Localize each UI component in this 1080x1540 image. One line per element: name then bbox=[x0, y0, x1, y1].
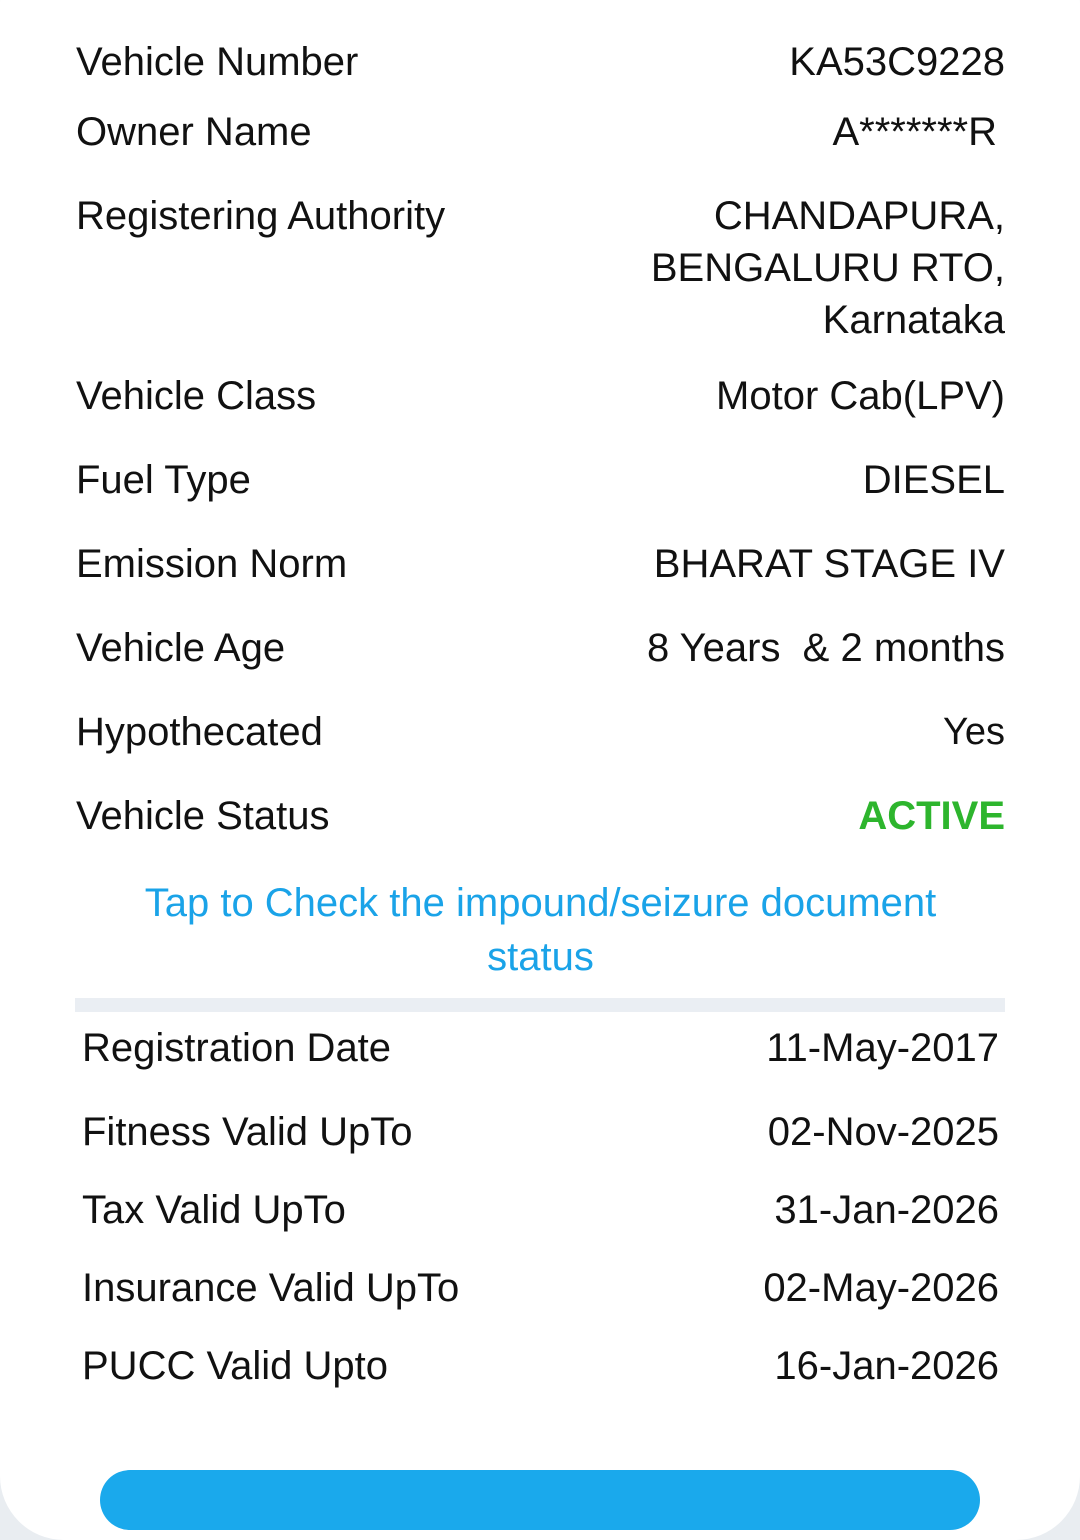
hypothecated-label: Hypothecated bbox=[76, 710, 323, 754]
impound-status-link[interactable] bbox=[76, 876, 1005, 984]
fuel-type-value: DIESEL bbox=[862, 458, 1005, 502]
vehicle-number-label: Vehicle Number bbox=[76, 40, 359, 84]
vehicle-class-value: Motor Cab(LPV) bbox=[716, 374, 1005, 418]
vehicle-status-label: Vehicle Status bbox=[76, 794, 330, 838]
pucc-valid-value: 16-Jan-2026 bbox=[774, 1344, 999, 1388]
fuel-type-label: Fuel Type bbox=[76, 458, 251, 502]
impound-link-line-1: Tap to Check the impound/seizure document bbox=[144, 881, 937, 925]
registering-authority-line-1: CHANDAPURA, bbox=[713, 194, 1005, 238]
registration-date-label: Registration Date bbox=[82, 1026, 392, 1070]
registering-authority-line-3: Karnataka bbox=[822, 298, 1005, 342]
fitness-valid-label: Fitness Valid UpTo bbox=[82, 1110, 413, 1154]
tax-valid-value: 31-Jan-2026 bbox=[774, 1188, 999, 1232]
vehicle-number-value: KA53C9228 bbox=[789, 40, 1005, 84]
registering-authority-line-2: BENGALURU RTO, bbox=[650, 246, 1005, 290]
owner-name-value: A*******R bbox=[832, 110, 997, 154]
registering-authority-value bbox=[651, 190, 1005, 346]
section-divider bbox=[75, 998, 1005, 1012]
vehicle-class-label: Vehicle Class bbox=[76, 374, 317, 418]
hypothecated-value: Yes bbox=[943, 711, 1005, 753]
tax-valid-label: Tax Valid UpTo bbox=[82, 1188, 346, 1232]
insurance-valid-label: Insurance Valid UpTo bbox=[82, 1266, 460, 1310]
vehicle-age-label: Vehicle Age bbox=[76, 626, 286, 670]
vehicle-age-value: 8 Years & 2 months bbox=[646, 626, 1005, 670]
emission-norm-value: BHARAT STAGE IV bbox=[653, 542, 1005, 586]
registering-authority-label: Registering Authority bbox=[76, 194, 446, 238]
registration-date-value: 11-May-2017 bbox=[766, 1026, 999, 1070]
owner-name-label: Owner Name bbox=[76, 110, 312, 154]
fitness-valid-value: 02-Nov-2025 bbox=[767, 1110, 999, 1154]
insurance-valid-value: 02-May-2026 bbox=[763, 1266, 999, 1310]
emission-norm-label: Emission Norm bbox=[76, 542, 348, 586]
pucc-valid-label: PUCC Valid Upto bbox=[82, 1344, 389, 1388]
bottom-action-button[interactable] bbox=[100, 1470, 980, 1530]
vehicle-status-badge: ACTIVE bbox=[858, 794, 1005, 838]
impound-link-line-2: status bbox=[487, 935, 594, 979]
